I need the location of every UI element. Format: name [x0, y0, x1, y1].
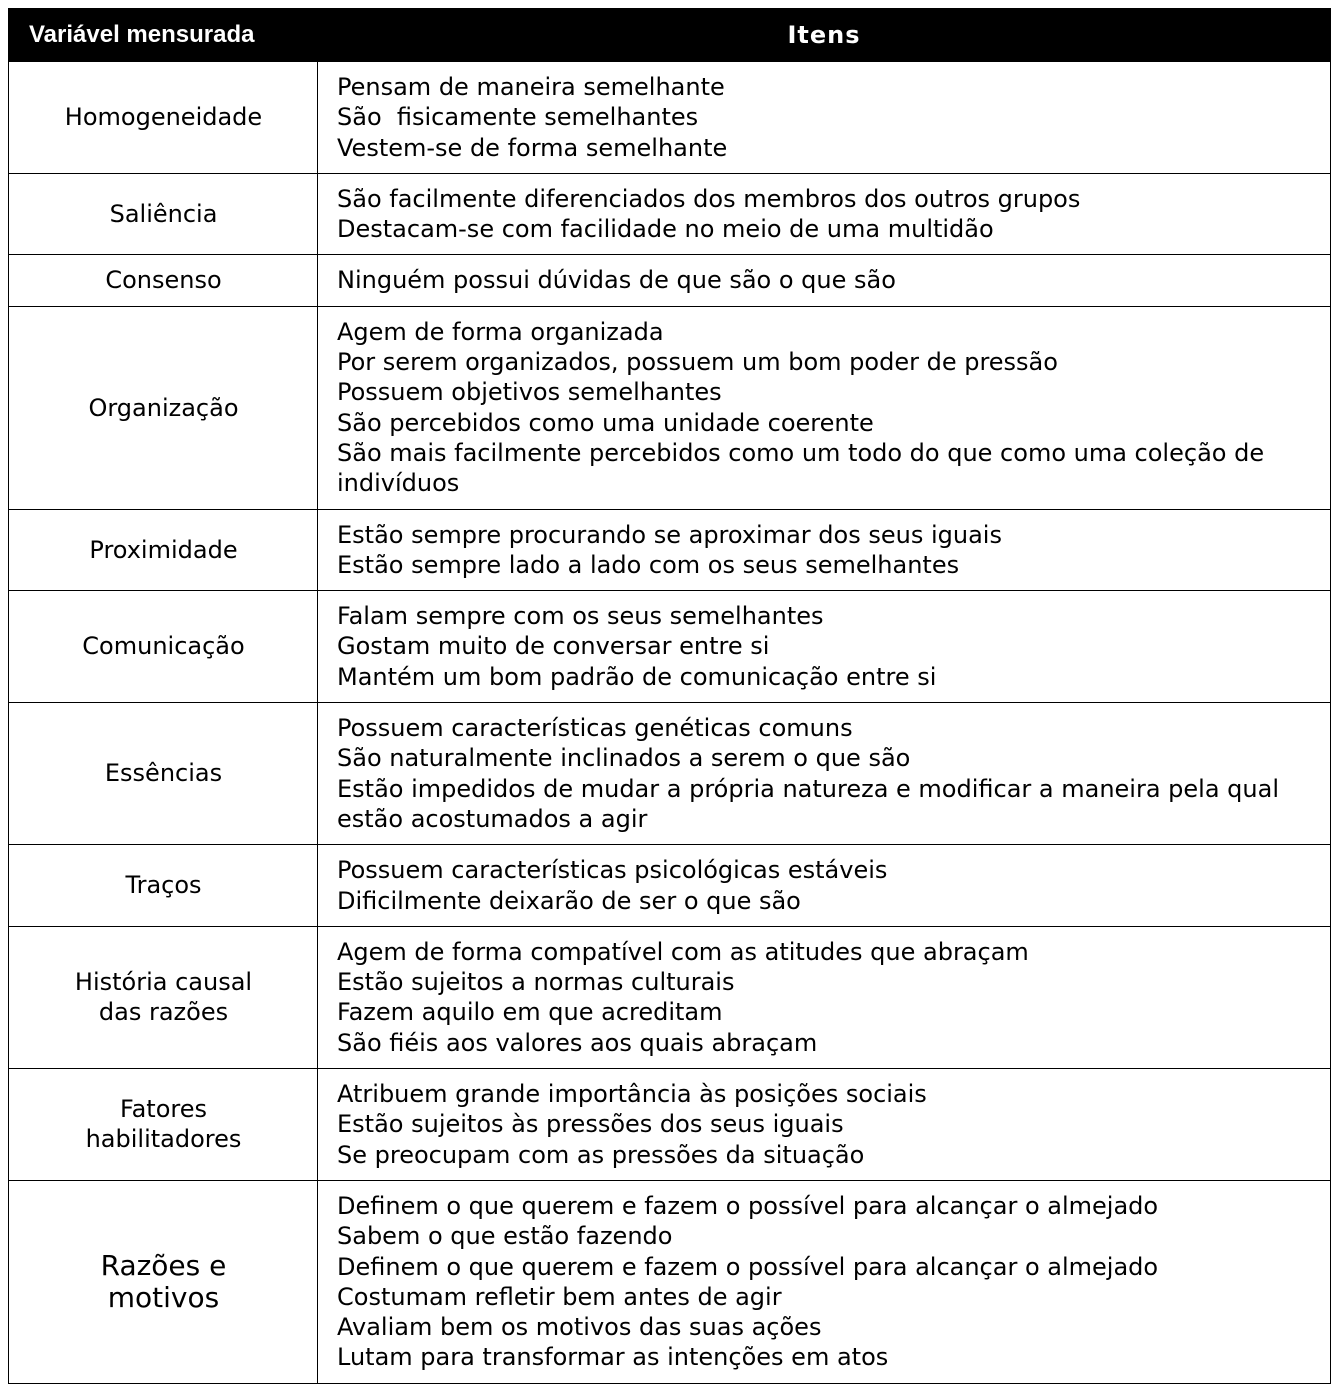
header-variable: Variável mensurada [9, 9, 318, 62]
items-cell [318, 845, 1331, 927]
header-row [9, 9, 1331, 62]
item-text: Ninguém possui dúvidas de que são o que são [337, 266, 896, 295]
items-cell [318, 1180, 1331, 1383]
item-text: São facilmente diferenciados dos membros dos outros grupos [337, 184, 1081, 213]
item-text: Dificilmente deixarão de ser o que são [337, 886, 801, 915]
variable-label: História causal das razões [74, 968, 253, 1027]
variable-label: Essências [104, 759, 223, 788]
table-row [9, 255, 1331, 306]
variable-cell [9, 306, 318, 509]
table-row [9, 1069, 1331, 1181]
item-text: Atribuem grande importância às posições sociais [337, 1080, 927, 1109]
variable-cell [9, 926, 318, 1068]
table-body [9, 62, 1331, 1384]
variable-cell [9, 173, 318, 255]
variable-label: Homogeneidade [64, 103, 263, 132]
item-text: Gostam muito de conversar entre si [337, 632, 770, 661]
item-text: Estão sempre lado a lado com os seus semelhantes [337, 550, 960, 579]
item-text: Fazem aquilo em que acreditam [337, 998, 723, 1027]
item-text: Lutam para transformar as intenções em atos [337, 1343, 889, 1372]
variable-label: Consenso [105, 266, 222, 295]
table-row [9, 703, 1331, 845]
item-text: São fisicamente semelhantes [337, 103, 699, 132]
items-cell [318, 62, 1331, 174]
item-text: Costumam refletir bem antes de agir [337, 1282, 782, 1311]
table-row [9, 845, 1331, 927]
table-row [9, 509, 1331, 591]
item-text: Se preocupam com as pressões da situação [337, 1140, 865, 1169]
item-text: Por serem organizados, possuem um bom poder de pressão [337, 348, 1058, 377]
item-text: Definem o que querem e fazem o possível para alcançar o almejado [337, 1191, 1159, 1220]
table-row [9, 173, 1331, 255]
item-text: Possuem características psicológicas estáveis [337, 856, 888, 885]
item-text: Falam sempre com os seus semelhantes [337, 602, 824, 631]
item-text: São fiéis aos valores aos quais abraçam [337, 1028, 818, 1057]
item-text: Pensam de maneira semelhante [337, 73, 725, 101]
item-text: Possuem objetivos semelhantes [337, 378, 722, 407]
item-text: Estão impedidos de mudar a própria natureza e modificar a maneira pela qual estão acostumados a agir [337, 774, 1287, 833]
item-text: Avaliam bem os motivos das suas ações [337, 1313, 822, 1342]
items-cell [318, 926, 1331, 1068]
items-cell [318, 255, 1331, 306]
variable-label: Proximidade [89, 535, 238, 564]
variable-cell [9, 509, 318, 591]
table-row [9, 591, 1331, 703]
item-text: São mais facilmente percebidos como um todo do que como uma coleção de indivíduos [337, 438, 1280, 498]
variable-label: Saliência [109, 200, 218, 229]
variable-label: Fatores habilitadores [85, 1095, 242, 1154]
item-text: Vestem-se de forma semelhante [337, 133, 728, 162]
variable-label: Organização [88, 393, 239, 422]
item-text: Estão sujeitos a normas culturais [337, 968, 735, 997]
variable-cell [9, 1069, 318, 1181]
items-cell [318, 509, 1331, 591]
variable-cell [9, 845, 318, 927]
item-text: Possuem características genéticas comuns [337, 714, 853, 743]
header-items: Itens [318, 9, 1331, 62]
item-text: São naturalmente inclinados a serem o que são [337, 744, 911, 773]
items-cell [318, 591, 1331, 703]
item-text: Definem o que querem e fazem o possível para alcançar o almejado [337, 1252, 1159, 1281]
variable-label: Razões e motivos [100, 1248, 227, 1314]
item-text: Destacam-se com facilidade no meio de uma multidão [337, 215, 994, 244]
table-row [9, 926, 1331, 1068]
table-row [9, 62, 1331, 174]
items-cell [318, 1069, 1331, 1181]
variable-cell [9, 1180, 318, 1383]
variable-label: Comunicação [82, 632, 245, 661]
item-text: Agem de forma organizada [337, 317, 664, 346]
variable-cell [9, 62, 318, 174]
variable-label: Traços [125, 871, 202, 900]
item-text: Agem de forma compatível com as atitudes que abraçam [337, 937, 1029, 966]
variable-cell [9, 591, 318, 703]
variable-cell [9, 703, 318, 845]
items-cell [318, 703, 1331, 845]
item-text: Estão sempre procurando se aproximar dos seus iguais [337, 520, 1002, 549]
item-text: Sabem o que estão fazendo [337, 1222, 673, 1251]
table-row [9, 1180, 1331, 1383]
items-cell [318, 306, 1331, 509]
item-text: São percebidos como uma unidade coerente [337, 408, 874, 437]
items-cell [318, 173, 1331, 255]
item-text: Estão sujeitos às pressões dos seus iguais [337, 1110, 844, 1139]
variable-cell [9, 255, 318, 306]
table-row [9, 306, 1331, 509]
variables-items-table [8, 8, 1331, 1384]
item-text: Mantém um bom padrão de comunicação entre si [337, 662, 937, 691]
